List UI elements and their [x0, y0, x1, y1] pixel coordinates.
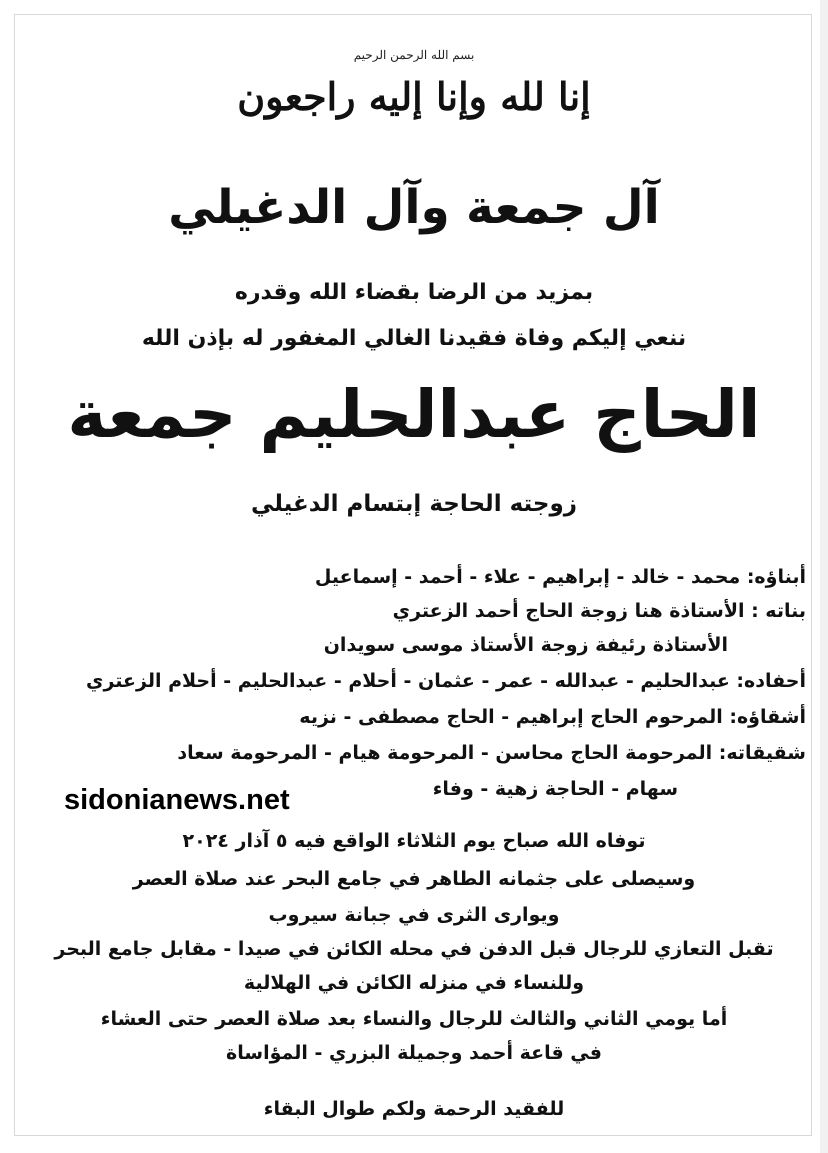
- condolences-men-line: تقبل التعازي للرجال قبل الدفن في محله الكائن في صيدا - مقابل جامع البحر: [54, 938, 774, 960]
- closing-line: للفقيد الرحمة ولكم طوال البقاء: [263, 1098, 565, 1120]
- death-date-line: توفاه الله صباح يوم الثلاثاء الواقع فيه ٥ آذار ٢٠٢٤: [182, 830, 646, 852]
- families-heading: آل جمعة وآل الدغيلي: [168, 180, 660, 235]
- condolences-women-line: وللنساء في منزله الكائن في الهلالية: [243, 972, 585, 994]
- prayer-line: وسيصلى على جثمانه الطاهر في جامع البحر عند صلاة العصر: [132, 868, 696, 890]
- burial-line: ويوارى الثرى في جبانة سيروب: [268, 904, 560, 926]
- wife-line: زوجته الحاجة إبتسام الدغيلي: [250, 491, 578, 517]
- deceased-name: الحاج عبدالحليم جمعة: [67, 376, 761, 453]
- sisters-line-2: سهام - الحاجة زهية - وفاء: [432, 778, 678, 800]
- daughters-line-1: بناته : الأستاذة هنا زوجة الحاج أحمد الزعتري: [392, 600, 806, 622]
- basmala: بسم الله الرحمن الرحيم: [353, 48, 475, 62]
- intro-line-1: بمزيد من الرضا بقضاء الله وقدره: [234, 280, 594, 305]
- venue-line: في قاعة أحمد وجميلة البزري - المؤاساة: [226, 1042, 602, 1064]
- grandchildren-line: أحفاده: عبدالحليم - عبدالله - عمر - عثمان - أحلام - عبدالحليم - أحلام الزعتري: [86, 670, 806, 692]
- daughters-line-2: الأستاذة رئيفة زوجة الأستاذ موسى سويدان: [323, 634, 728, 656]
- intro-line-2: ننعي إليكم وفاة فقيدنا الغالي المغفور له بإذن الله: [141, 326, 687, 351]
- site-watermark: sidonianews.net: [64, 784, 290, 816]
- quran-verse: إنا لله وإنا إليه راجعون: [237, 74, 591, 119]
- brothers-line: أشقاؤه: المرحوم الحاج إبراهيم - الحاج مصطفى - نزيه: [299, 706, 806, 728]
- sons-line: أبناؤه: محمد - خالد - إبراهيم - علاء - أحمد - إسماعيل: [314, 566, 806, 588]
- days-line: أما يومي الثاني والثالث للرجال والنساء بعد صلاة العصر حتى العشاء: [100, 1008, 728, 1030]
- sisters-line-1: شقيقاته: المرحومة الحاج محاسن - المرحومة هيام - المرحومة سعاد: [177, 742, 806, 764]
